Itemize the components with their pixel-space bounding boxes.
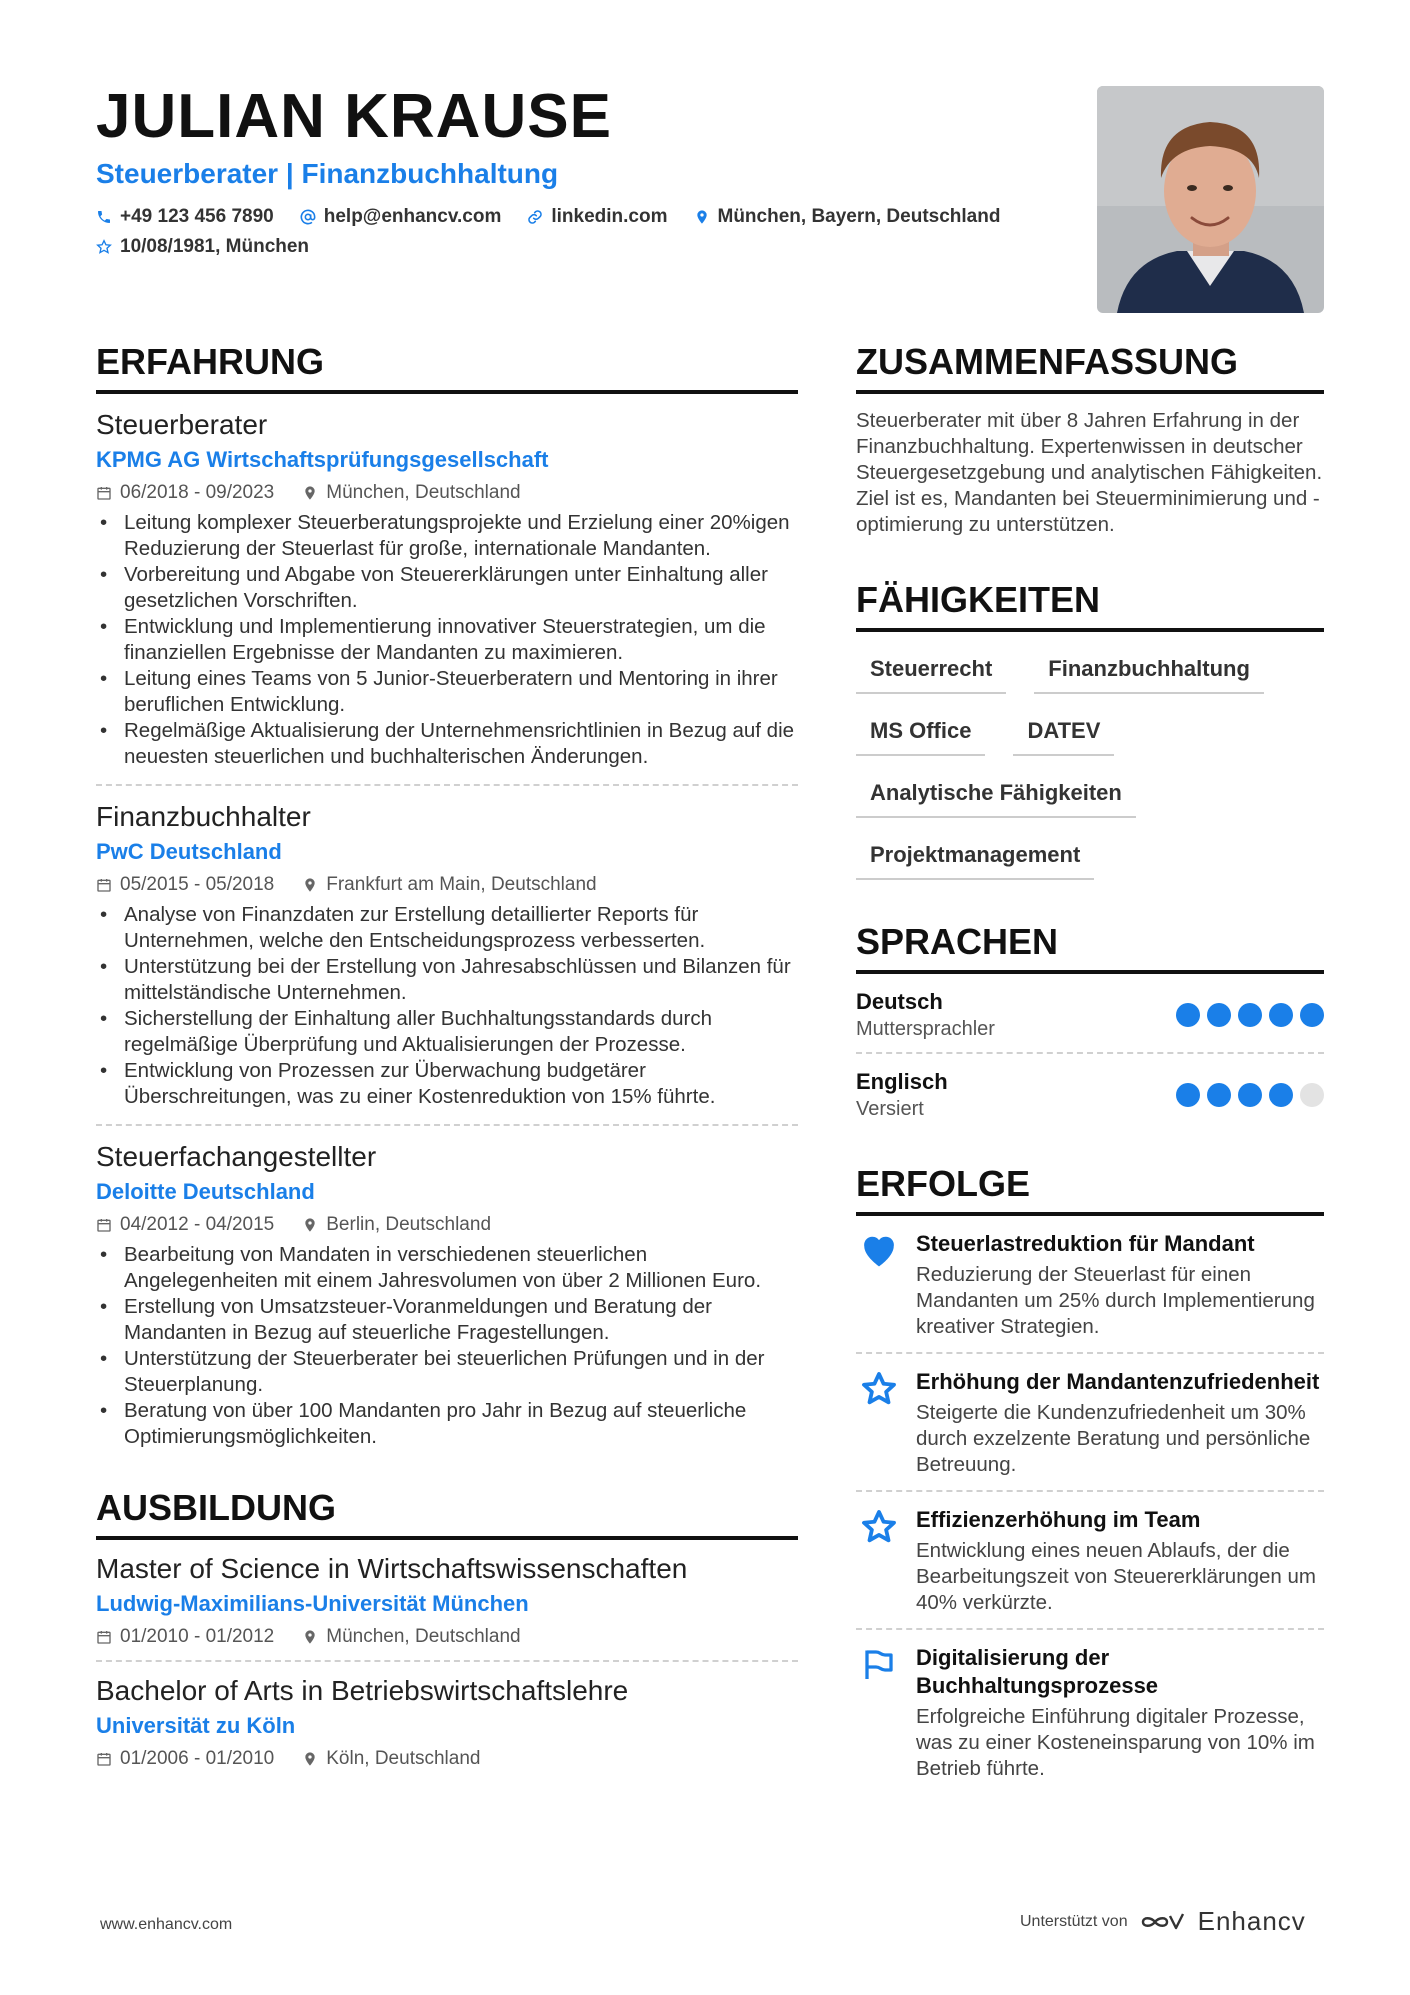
language-rating — [1176, 1003, 1324, 1027]
location-text: München, Deutschland — [326, 482, 521, 503]
contact-linkedin[interactable] — [527, 206, 667, 228]
bullet-item: • Leitung eines Teams von 5 Junior-Steuerberatern und Mentoring in ihrer beruflichen Entwicklung. — [96, 666, 798, 718]
skill-tag: DATEV — [1013, 710, 1114, 756]
skill-tag: MS Office — [856, 710, 985, 756]
powered-by-text: Unterstützt von — [1020, 1912, 1128, 1930]
section-title-languages: SPRACHEN — [856, 920, 1324, 974]
experience-item — [96, 394, 798, 786]
experience-item — [96, 1126, 798, 1464]
job-meta — [96, 1212, 798, 1238]
education-list — [96, 1540, 798, 1782]
education-dates — [96, 1746, 274, 1772]
profile-photo — [1097, 86, 1324, 313]
location-pin-icon — [302, 485, 318, 501]
achievement-title: Steuerlastreduktion für Mandant — [916, 1231, 1255, 1256]
job-bullets — [96, 510, 798, 770]
achievement-title: Effizienzerhöhung im Team — [916, 1507, 1201, 1532]
bullet-item: • Sicherstellung der Einhaltung aller Buchhaltungsstandards durch regelmäßige Überprüfung und Aktualisierungen der Prozesse. — [96, 1006, 798, 1058]
section-title-summary: ZUSAMMENFASSUNG — [856, 340, 1324, 394]
star-icon — [860, 1370, 898, 1408]
section-title-experience: ERFAHRUNG — [96, 340, 798, 394]
rating-dot — [1207, 1003, 1231, 1027]
section-title-achievements: ERFOLGE — [856, 1162, 1324, 1216]
birth-text: 10/08/1981, München — [120, 236, 310, 257]
calendar-icon — [96, 1217, 112, 1233]
rating-dot — [1207, 1083, 1231, 1107]
achievement-item — [856, 1216, 1324, 1354]
skill-tag: Projektmanagement — [856, 834, 1094, 880]
enhancv-logo-icon — [1140, 1910, 1186, 1934]
job-title: Steuerberater — [96, 409, 268, 440]
brand-name: Enhancv — [1197, 1906, 1306, 1936]
rating-dot — [1269, 1083, 1293, 1107]
skill-tag: Finanzbuchhaltung — [1034, 648, 1264, 694]
achievement-title: Digitalisierung der Buchhaltungsprozesse — [916, 1645, 1159, 1698]
job-dates — [96, 480, 274, 506]
bullet-item: • Leitung komplexer Steuerberatungsprojekte und Erzielung einer 20%igen Reduzierung der Steuerlast für große, internationale Mandanten. — [96, 510, 798, 562]
bullet-item: • Erstellung von Umsatzsteuer-Voranmeldungen und Beratung der Mandanten in Bezug auf steuerliche Fragestellungen. — [96, 1294, 798, 1346]
education-item — [96, 1662, 798, 1782]
location-pin-icon — [302, 1629, 318, 1645]
location-pin-icon — [302, 1751, 318, 1767]
job-bullets — [96, 1242, 798, 1450]
school-name: Universität zu Köln — [96, 1713, 296, 1738]
language-item — [856, 1068, 1324, 1132]
job-location — [302, 872, 596, 898]
star-icon — [860, 1508, 898, 1546]
bullet-item: • Entwicklung von Prozessen zur Überwachung budgetärer Überschreitungen, was zu einer Kostenreduktion von 15% führte. — [96, 1058, 798, 1110]
section-title-skills: FÄHIGKEITEN — [856, 578, 1324, 632]
job-bullets — [96, 902, 798, 1110]
section-title-education: AUSBILDUNG — [96, 1486, 798, 1540]
achievement-desc: Erfolgreiche Einführung digitaler Prozesse, was zu einer Kosteneinsparung von 10% im Betrieb führte. — [916, 1705, 1315, 1780]
at-icon — [300, 209, 316, 225]
bullet-item: • Entwicklung und Implementierung innovativer Steuerstrategien, um die finanziellen Ergebnisse der Mandanten zu maximieren. — [96, 614, 798, 666]
education-item — [96, 1540, 798, 1662]
bullet-item: • Unterstützung der Steuerberater bei steuerlichen Prüfungen und in der Steuerplanung. — [96, 1346, 798, 1398]
language-rating — [1176, 1083, 1324, 1107]
location-text: München, Bayern, Deutschland — [717, 206, 1001, 227]
language-name: Englisch — [856, 1069, 948, 1094]
company-name: KPMG AG Wirtschaftsprüfungsgesellschaft — [96, 447, 549, 472]
achievement-desc: Steigerte die Kundenzufriedenheit um 30% durch exzelzente Beratung und persönliche Betreuung. — [916, 1401, 1311, 1476]
achievement-item — [856, 1492, 1324, 1630]
job-title: Steuerfachangestellter — [96, 1141, 377, 1172]
bullet-item: • Vorbereitung und Abgabe von Steuererklärungen unter Einhaltung aller gesetzlichen Vorschriften. — [96, 562, 798, 614]
education-meta — [96, 1624, 798, 1650]
achievement-item — [856, 1354, 1324, 1492]
education-meta — [96, 1746, 798, 1772]
achievements-list — [856, 1216, 1324, 1794]
calendar-icon — [96, 1751, 112, 1767]
calendar-icon — [96, 485, 112, 501]
skill-tag: Steuerrecht — [856, 648, 1006, 694]
contact-email[interactable] — [300, 206, 502, 228]
achievement-desc: Entwicklung eines neuen Ablaufs, der die Bearbeitungszeit von Steuererklärungen um 40% verkürzte. — [916, 1539, 1316, 1614]
linkedin-text[interactable]: linkedin.com — [551, 206, 668, 227]
bullet-item: • Analyse von Finanzdaten zur Erstellung detaillierter Reports für Unternehmen, welche den Entscheidungsprozess verbesserten. — [96, 902, 798, 954]
language-item — [856, 988, 1324, 1054]
education-location — [302, 1746, 480, 1772]
bullet-item: • Unterstützung bei der Erstellung von Jahresabschlüssen und Bilanzen für mittelständische Unternehmen. — [96, 954, 798, 1006]
job-meta — [96, 872, 798, 898]
calendar-icon — [96, 877, 112, 893]
heart-icon — [859, 1232, 899, 1268]
avatar — [1097, 86, 1324, 313]
footer-website[interactable]: www.enhancv.com — [100, 1916, 233, 1933]
bullet-item: • Bearbeitung von Mandaten in verschiedenen steuerlichen Angelegenheiten mit einem Jahresvolumen von über 2 Millionen Euro. — [96, 1242, 798, 1294]
achievement-desc: Reduzierung der Steuerlast für einen Mandanten um 25% durch Implementierung kreativer Strategien. — [916, 1263, 1315, 1338]
experience-item — [96, 786, 798, 1126]
right-column — [856, 340, 1324, 1794]
resume-header — [96, 82, 1056, 258]
achievement-item — [856, 1630, 1324, 1794]
job-location — [302, 480, 520, 506]
rating-dot — [1238, 1083, 1262, 1107]
bullet-item: • Regelmäßige Aktualisierung der Unternehmensrichtlinien in Bezug auf die neuesten steuerlichen und buchhalterischen Änderungen. — [96, 718, 798, 770]
language-name: Deutsch — [856, 989, 943, 1014]
location-text: München, Deutschland — [326, 1626, 521, 1647]
contact-location — [694, 206, 1001, 228]
degree-title: Bachelor of Arts in Betriebswirtschaftslehre — [96, 1675, 629, 1706]
bullet-item: • Beratung von über 100 Mandanten pro Jahr in Bezug auf steuerliche Optimierungsmöglichkeiten. — [96, 1398, 798, 1450]
rating-dot — [1238, 1003, 1262, 1027]
education-location — [302, 1624, 520, 1650]
rating-dot — [1176, 1083, 1200, 1107]
school-name: Ludwig-Maximilians-Universität München — [96, 1591, 529, 1616]
languages-list — [856, 988, 1324, 1132]
candidate-name: JULIAN KRAUSE — [96, 82, 612, 151]
education-dates — [96, 1624, 274, 1650]
rating-dot — [1300, 1083, 1324, 1107]
location-pin-icon — [302, 877, 318, 893]
location-text: Frankfurt am Main, Deutschland — [326, 874, 597, 895]
phone-text: +49 123 456 7890 — [120, 206, 274, 227]
footer-branding — [1020, 1906, 1306, 1937]
job-location — [302, 1212, 491, 1238]
degree-title: Master of Science in Wirtschaftswissenschaften — [96, 1553, 688, 1584]
job-dates — [96, 1212, 274, 1238]
star-outline-icon — [96, 239, 112, 255]
job-title: Finanzbuchhalter — [96, 801, 311, 832]
dates-text: 05/2015 - 05/2018 — [120, 874, 275, 895]
calendar-icon — [96, 1629, 112, 1645]
dates-text: 06/2018 - 09/2023 — [120, 482, 275, 503]
language-level: Muttersprachler — [856, 1018, 995, 1040]
summary-text: Steuerberater mit über 8 Jahren Erfahrung in der Finanzbuchhaltung. Expertenwissen in deutscher Steuergesetzgebung und analytischen Fähigkeiten. Ziel ist es, Mandanten bei Steuerminimierung und -optimierung zu unterstützen. — [856, 409, 1323, 536]
location-pin-icon — [694, 209, 710, 225]
achievement-title: Erhöhung der Mandantenzufriedenheit — [916, 1369, 1320, 1394]
location-text: Köln, Deutschland — [326, 1748, 481, 1769]
dates-text: 01/2010 - 01/2012 — [120, 1626, 275, 1647]
language-level: Versiert — [856, 1098, 924, 1120]
email-text[interactable]: help@enhancv.com — [323, 206, 502, 227]
flag-icon — [860, 1646, 898, 1682]
location-pin-icon — [302, 1217, 318, 1233]
phone-icon — [96, 209, 112, 225]
contact-list — [96, 206, 1056, 258]
job-meta — [96, 480, 798, 506]
job-dates — [96, 872, 274, 898]
company-name: Deloitte Deutschland — [96, 1179, 315, 1204]
skills-list — [856, 648, 1324, 880]
dates-text: 04/2012 - 04/2015 — [120, 1214, 275, 1235]
contact-birth — [96, 236, 309, 258]
link-icon — [527, 209, 543, 225]
contact-phone — [96, 206, 274, 228]
left-column — [96, 340, 798, 1782]
rating-dot — [1176, 1003, 1200, 1027]
rating-dot — [1300, 1003, 1324, 1027]
experience-list — [96, 394, 798, 1464]
location-text: Berlin, Deutschland — [326, 1214, 492, 1235]
rating-dot — [1269, 1003, 1293, 1027]
skill-tag: Analytische Fähigkeiten — [856, 772, 1136, 818]
dates-text: 01/2006 - 01/2010 — [120, 1748, 275, 1769]
candidate-title: Steuerberater | Finanzbuchhaltung — [96, 158, 559, 189]
company-name: PwC Deutschland — [96, 839, 282, 864]
